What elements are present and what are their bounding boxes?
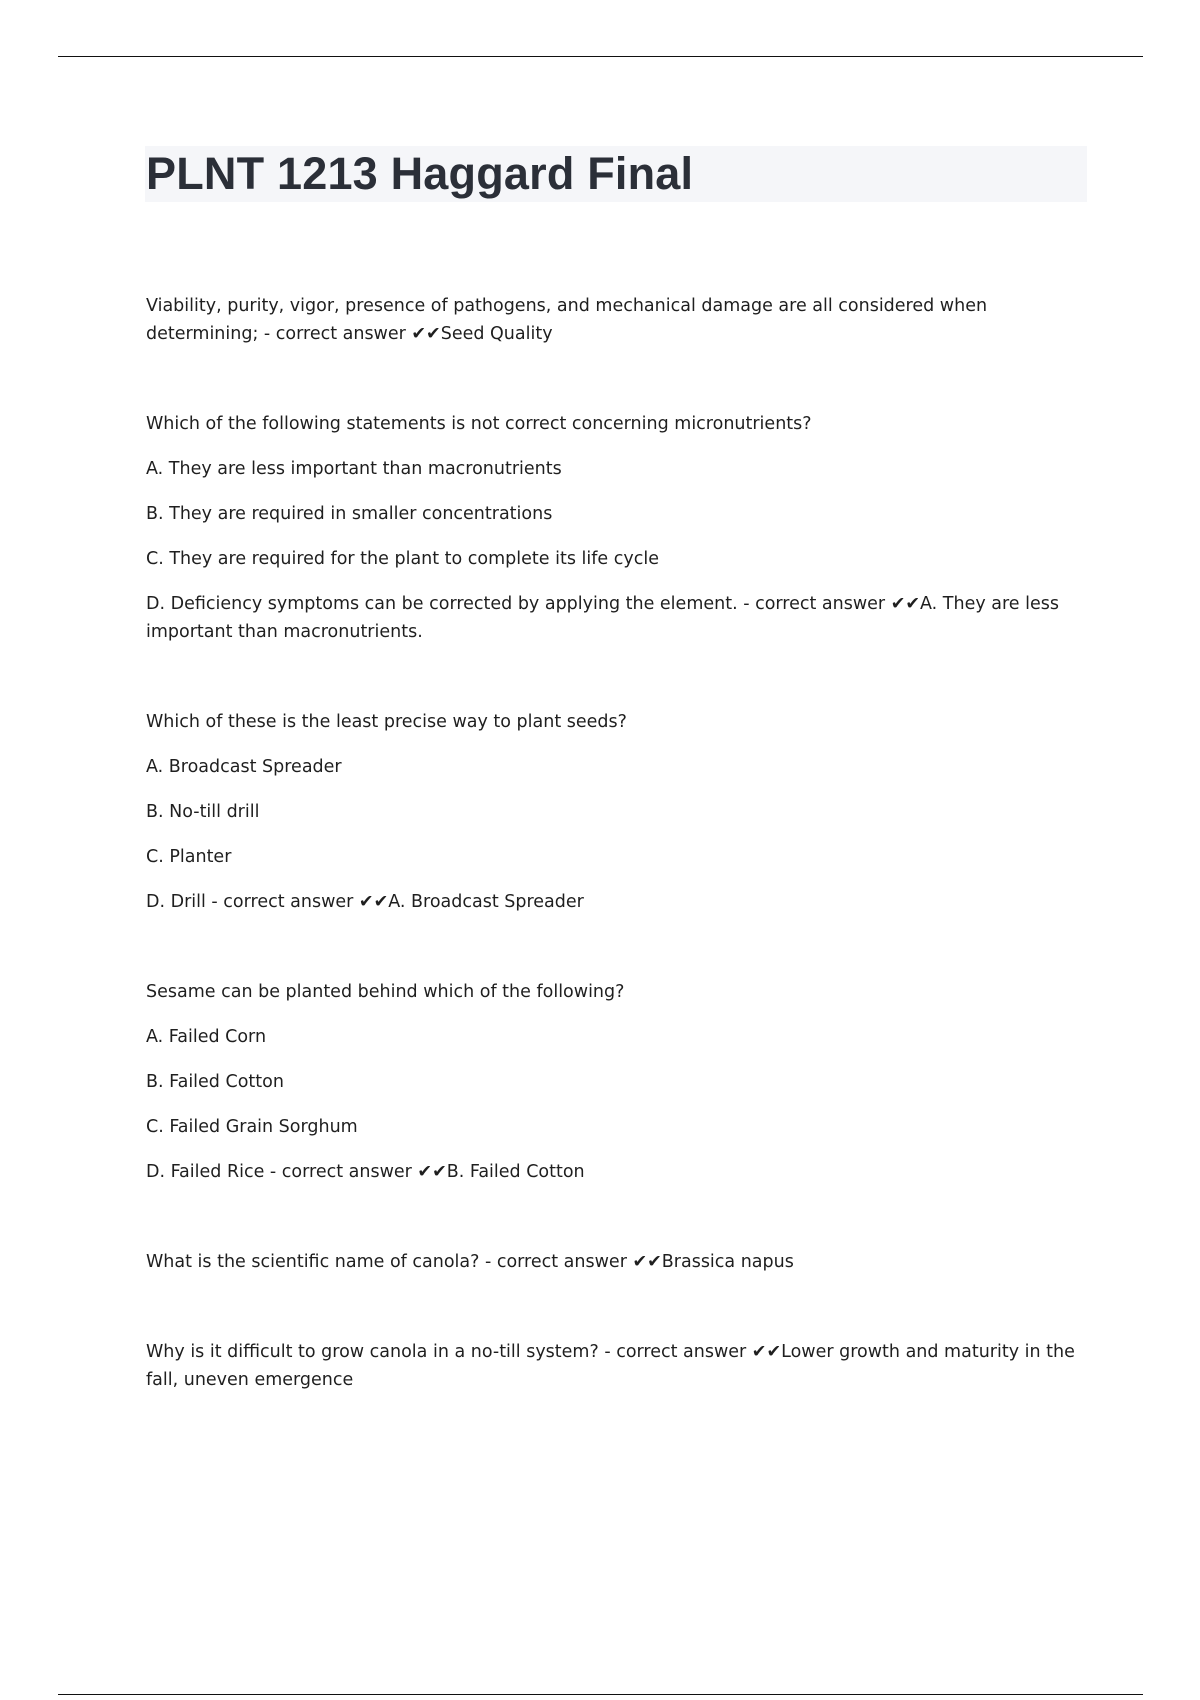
question-line: Which of the following statements is not correct concerning micronutrients? [146, 414, 812, 434]
option-line: C. Failed Grain Sorghum [146, 1117, 358, 1137]
qa-item [146, 1248, 1086, 1276]
option-line: B. They are required in smaller concentrations [146, 504, 553, 524]
qa-item [146, 292, 1086, 348]
option-line: A. Broadcast Spreader [146, 757, 342, 777]
question-line: Sesame can be planted behind which of the following? [146, 982, 625, 1002]
answer-line: D. Drill - correct answer ✔✔A. Broadcast Spreader [146, 892, 584, 912]
answer-line: D. Deficiency symptoms can be corrected by applying the element. - correct answer ✔✔A. They are less important than macronutrients. [146, 594, 1059, 642]
bottom-rule [58, 1694, 1143, 1695]
document-body [146, 292, 1086, 1394]
option-line: C. Planter [146, 847, 232, 867]
option-line: A. They are less important than macronutrients [146, 459, 562, 479]
qa-item [146, 708, 1086, 916]
option-line: B. Failed Cotton [146, 1072, 284, 1092]
qa-item [146, 410, 1086, 646]
option-line: B. No-till drill [146, 802, 260, 822]
qa-item [146, 1338, 1086, 1394]
question-line: What is the scientific name of canola? - correct answer ✔✔Brassica napus [146, 1252, 794, 1272]
question-line: Why is it difficult to grow canola in a no-till system? - correct answer ✔✔Lower growth and maturity in the fall, uneven emergence [146, 1342, 1075, 1390]
question-line: Which of these is the least precise way to plant seeds? [146, 712, 627, 732]
option-line: C. They are required for the plant to complete its life cycle [146, 549, 659, 569]
document-title: PLNT 1213 Haggard Final [146, 148, 694, 199]
answer-line: D. Failed Rice - correct answer ✔✔B. Failed Cotton [146, 1162, 585, 1182]
question-line: Viability, purity, vigor, presence of pathogens, and mechanical damage are all considered when determining; - correct answer ✔✔Seed Quality [146, 296, 988, 344]
qa-item [146, 978, 1086, 1186]
top-rule [58, 56, 1143, 57]
option-line: A. Failed Corn [146, 1027, 267, 1047]
